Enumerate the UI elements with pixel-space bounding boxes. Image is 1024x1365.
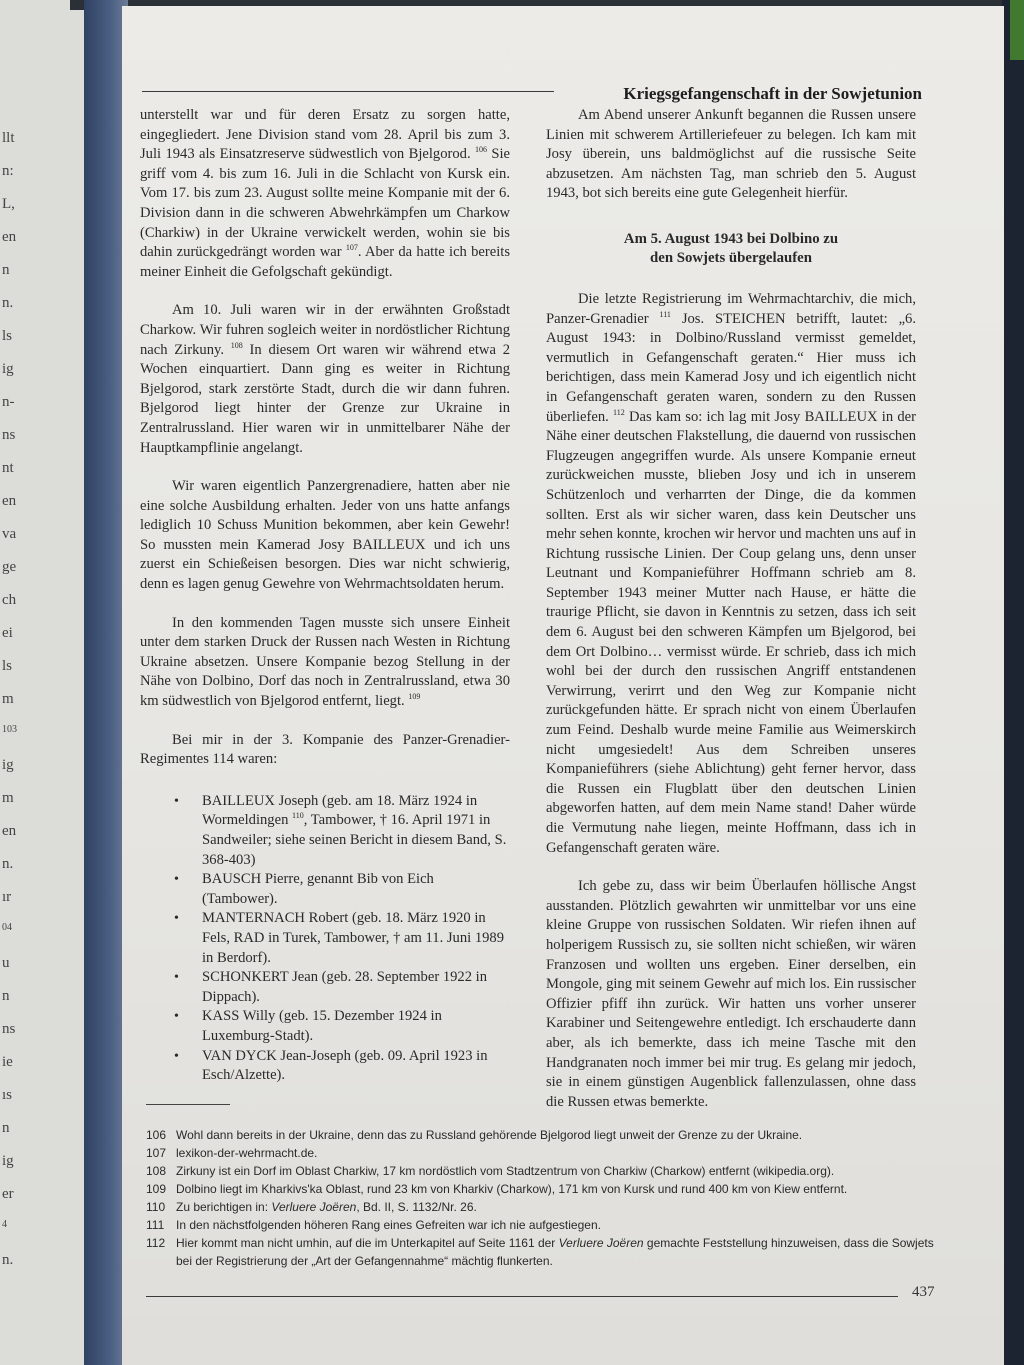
- footnote-rule: [146, 1104, 230, 1105]
- footnote-number: 108: [146, 1164, 167, 1178]
- adjacent-page-fragment: n-: [2, 394, 15, 410]
- bullet-icon: •: [174, 911, 179, 927]
- footnote-number: 109: [146, 1182, 167, 1196]
- footnote-number: 106: [146, 1128, 167, 1142]
- bullet-icon: •: [174, 970, 179, 986]
- adjacent-page-fragment: n:: [2, 163, 14, 179]
- footnote-ref: 107: [345, 243, 358, 253]
- list-item: [140, 792, 510, 870]
- footnote-ref: 109: [408, 692, 421, 702]
- left-column: [140, 106, 510, 1086]
- bullet-icon: •: [174, 1048, 179, 1064]
- footnote-ref: 108: [230, 340, 243, 350]
- adjacent-page-fragment: er: [2, 1186, 14, 1202]
- green-tab: [1010, 0, 1024, 60]
- adjacent-page-fragment: ns: [2, 427, 16, 443]
- adjacent-page-fragment: ei: [2, 625, 13, 641]
- list-item: [140, 870, 510, 909]
- adjacent-page-fragment: u: [2, 955, 10, 971]
- footnote-number: 111: [146, 1218, 165, 1232]
- bullet-icon: •: [174, 872, 179, 888]
- adjacent-page-fragment: L,: [2, 196, 15, 212]
- adjacent-page-fragment: n.: [2, 1252, 14, 1268]
- footnote-number: 110: [146, 1200, 166, 1214]
- list-item-text: BAILLEUX Joseph (geb. am 18. März 1924 in Wormeldingen $^{110}$, Tambower, † 16. April 1971 in Sandweiler; siehe seinen Bericht in diesem Band, S. 368-403): [202, 792, 507, 868]
- footnote-ref: 111: [659, 309, 671, 319]
- bottom-rule: [146, 1296, 898, 1297]
- list-item-text: VAN DYCK Jean-Joseph (geb. 09. April 1923 in Esch/Alzette).: [202, 1047, 488, 1084]
- adjacent-page-fragment: 04: [2, 922, 12, 933]
- adjacent-page-fragment: n: [2, 262, 10, 278]
- adjacent-page-fragment: ıs: [2, 1087, 13, 1103]
- footnote-text: Hier kommt man nicht umhin, auf die im Unterkapitel auf Seite 1161 der Verluere Joëren gemachte Feststellung hinzuweisen, dass die Sowjets bei der Registrierung der „Art der Gefangennahme“ mächtig flunkerten.: [176, 1236, 934, 1268]
- soldier-list: [140, 792, 510, 1086]
- adjacent-page-fragment: llt: [2, 130, 15, 146]
- footnote: [146, 1180, 946, 1198]
- adjacent-page-fragment: 4: [2, 1219, 7, 1230]
- adjacent-page-fragment: m: [2, 790, 14, 806]
- list-item-text: BAUSCH Pierre, genannt Bib von Eich (Tambower).: [202, 871, 434, 907]
- adjacent-page-fragment: nt: [2, 460, 14, 476]
- italic-title: Verluere Joëren: [271, 1200, 357, 1214]
- footnote: [146, 1234, 946, 1270]
- adjacent-page-fragment: en: [2, 823, 17, 839]
- left-paragraph-3: Wir waren eigentlich Panzergrenadiere, hatten aber nie eine solche Ausbildung erhalten. Jeder von uns hatte anfangs lediglich 10 Schuss Munition bekommen, aber kein Gewehr! So mussten mein Kamerad Josy BAILLEUX und ich uns zuerst ein Schießeisen besorgen. Dies war nicht schwierig, denn es lagen genug Gewehre von Wehrmachtsoldaten herum.: [140, 478, 510, 593]
- header-rule: [142, 91, 554, 92]
- right-edge: [1002, 0, 1024, 1365]
- footnote-text: Dolbino liegt im Kharkivs'ka Oblast, rund 23 km von Kharkiv (Charkow), 171 km von Kursk und rund 400 km von Kiew entfernt.: [176, 1182, 848, 1196]
- list-item-text: KASS Willy (geb. 15. Dezember 1924 in Luxemburg-Stadt).: [202, 1008, 442, 1044]
- left-paragraph-5: Bei mir in der 3. Kompanie des Panzer-Grenadier-Regimentes 114 waren:: [140, 731, 510, 768]
- left-paragraph-1: unterstellt war und für deren Ersatz zu sorgen hatte, eingegliedert. Jene Division stand vom 28. April bis zum 3. Juli 1943 als Einsatzreserve südwestlich von Bjelgorod. $^{106}$ Sie griff vom 4. bis zum 16. Juli in die Schlacht von Kursk ein. Vom 17. bis zum 23. August sollte meine Kompanie mit der 6. Division dann in die schweren Abwehrkämpfen um Charkow (Charkiw) in der Ukraine verwickelt werden, wohin sie bis dahin zurückgedrängt worden war $^{107}$. Aber da hatte ich bereits meiner Einheit die Gefolgschaft gekündigt.: [140, 107, 511, 280]
- footnote-text: Wohl dann bereits in der Ukraine, denn das zu Russland gehörende Bjelgorod liegt unweit der Grenze zu der Ukraine.: [176, 1128, 803, 1142]
- footnote: [146, 1162, 946, 1180]
- adjacent-page-fragment: n.: [2, 856, 14, 872]
- list-item: [140, 968, 510, 1007]
- adjacent-page-fragment: ls: [2, 658, 13, 674]
- adjacent-page-fragment: en: [2, 493, 17, 509]
- left-paragraph-4: In den kommenden Tagen musste sich unsere Einheit unter dem starken Druck der Russen nach Westen in Richtung Ukraine absetzen. Unsere Kompanie bezog Stellung in der Nähe von Dolbino, Dorf das noch in Zentralrussland, etwa 30 km südwestlich von Bjelgorod entfernt, liegt. $^{109}$: [140, 614, 510, 710]
- right-paragraph-2: Ich gebe zu, dass wir beim Überlaufen höllische Angst ausstanden. Plötzlich gewahrten wir unmittelbar vor uns eine kleine Gruppe von russischen Soldaten. Wir riefen ihnen auf holperigem Russisch zu, sie sollten nicht schießen, wir wären Franzosen und wollten uns ergeben. Einer derselben, ein Mongole, ging mit seinem Gewehr auf mich los. Ein russischer Offizier pfiff ihn zurück. Wir hatten uns vorher unserer Karabiner und Seitengewehre entledigt. Ich erschauderte dann aber, als ich bemerkte, dass ich meine Tasche mit den Handgranaten noch immer bei mir trug. Es gelang mir jedoch, sie in einem günstigen Augenblick fallenzulassen, ohne dass die Russen etwas bemerkte.: [546, 878, 916, 1110]
- list-item-text: SCHONKERT Jean (geb. 28. September 1922 in Dippach).: [202, 969, 488, 1005]
- adjacent-page-fragment: ge: [2, 559, 17, 575]
- footnote-text: Zirkuny ist ein Dorf im Oblast Charkiw, 17 km nordöstlich vom Stadtzentrum von Charkiw (Charkow) entfernt (wikipedia.org).: [176, 1164, 835, 1178]
- right-intro-paragraph: Am Abend unserer Ankunft begannen die Russen unsere Linien mit schwerem Artilleriefeuer zu belegen. Ich kam mit Josy überein, uns baldmöglichst auf die russische Seite abzusetzen. Am nächsten Tag, man schrieb den 5. August 1943, bot sich bereits eine gute Gelegenheit hierfür.: [546, 107, 916, 202]
- book-page: [122, 6, 1004, 1365]
- subheading-line-1: Am 5. August 1943 bei Dolbino zu: [623, 230, 839, 247]
- left-paragraph-2: Am 10. Juli waren wir in der erwähnten Großstadt Charkow. Wir fuhren sogleich weiter in nordöstlicher Richtung nach Zirkuny. $^{108}$ In diesem Ort waren wir während etwa 2 Wochen einquartiert. Dann ging es weiter in Richtung Bjelgorod, stark zerstörte Stadt, durch die wir dann fuhren. Bjelgorod liegt hinter der Grenze zur Ukraine in Zentralrussland. Hier waren wir in unmittelbarer Nähe der Hauptkampflinie angelangt.: [140, 302, 510, 456]
- footnote-text: lexikon-der-wehrmacht.de.: [176, 1146, 318, 1160]
- bullet-icon: •: [174, 793, 179, 809]
- footnote-number: 107: [146, 1146, 167, 1160]
- footnote-text: Zu berichtigen in: Verluere Joëren, Bd. II, S. 1132/Nr. 26.: [176, 1200, 477, 1214]
- footnote: [146, 1144, 946, 1162]
- footnote-ref: 106: [474, 145, 487, 155]
- adjacent-page-fragment: ns: [2, 1021, 16, 1037]
- adjacent-page-fragment: ls: [2, 328, 13, 344]
- subheading-line-2: den Sowjets übergelaufen: [650, 249, 812, 266]
- italic-title: Verluere Joëren: [558, 1236, 644, 1250]
- section-subheading: [546, 230, 916, 268]
- list-item: [140, 1047, 510, 1086]
- footnote-number: 112: [146, 1236, 166, 1250]
- right-paragraph-1: Die letzte Registrierung im Wehrmachtarchiv, die mich, Panzer-Grenadier $^{111}$ Jos. STEICHEN betrifft, lautet: „6. August 1943: in Dolbino/Russland vermisst gemeldet, vermutlich in Gefangenschaft geraten.“ Hier muss ich berichtigen, dass mein Kamerad Josy und ich eigentlich nicht in Gefangenschaft geraten waren, sondern zu den Russen überliefen. $^{112}$ Das kam so: ich lag mit Josy BAILLEUX in der Nähe einer deutschen Flakstellung, die dauernd von russischen Flugzeugen angegriffen wurde. Als unsere Kompanie erneut zurückweichen musste, blieben Josy und ich in unserem Schützenloch und verharrten der Dinge, die da kommen sollten. Erst als wir sicher waren, dass kein Deutscher uns mehr sehen konnte, krochen wir hervor und machten uns auf in Richtung russische Linien. Der Coup gelang uns, denn unser Leutnant und Kompanieführer Hoffmann schrieb am 8. September 1943 meiner Mutter nach Hause, er hätte die traurige Pflicht, sie davon in Kenntnis zu setzen, dass ich seit dem 6. August bei den schweren Kämpfen um Bjelgorod, bei dem Ort Dolbino… vermisst würde. Er schrieb, dass ich mich wohl bei der durch den russischen Angriff entstandenen Verwirrung, verirrt und den Weg zur Kompanie nicht zurückgefunden hätte. Er sprach nicht von einem Überlaufen zum Feind. Deshalb wurde meine Familie aus Weimerskirch nicht umgesiedelt! Aus dem Schreiben unseres Kompanieführers (siehe Ablichtung) geht ferner hervor, dass die Russen ein Flugblatt über den deutschen Linien abgeworfen hatten, auf dem mein Name stand! Daher würde die Vermutung nahe liegen, meinte Hoffmann, dass ich in Gefangenschaft geraten wäre.: [546, 290, 917, 856]
- adjacent-page-fragment: en: [2, 229, 17, 245]
- footnote-ref: 110: [292, 811, 304, 821]
- adjacent-page-fragment: ig: [2, 1153, 14, 1169]
- adjacent-page-fragment: ie: [2, 1054, 13, 1070]
- footnotes: [146, 1126, 946, 1270]
- list-item-text: MANTERNACH Robert (geb. 18. März 1920 in Fels, RAD in Turek, Tambower, † am 11. Juni 1989 in Berdorf).: [202, 910, 505, 966]
- adjacent-page-fragment: ig: [2, 361, 14, 377]
- bullet-icon: •: [174, 1009, 179, 1025]
- adjacent-page-fragment: n: [2, 988, 10, 1004]
- footnote: [146, 1126, 946, 1144]
- adjacent-page-fragment: n.: [2, 295, 14, 311]
- adjacent-page-fragment: ig: [2, 757, 14, 773]
- footnote: [146, 1198, 946, 1216]
- footnote-text: In den nächstfolgenden höheren Rang eines Gefreiten war ich nie aufgestiegen.: [176, 1218, 601, 1232]
- footnote: [146, 1216, 946, 1234]
- list-item: [140, 909, 510, 968]
- adjacent-page-fragment: 103: [2, 724, 17, 735]
- adjacent-page-fragment: m: [2, 691, 14, 707]
- list-item: [140, 1007, 510, 1046]
- adjacent-page-fragment: n: [2, 1120, 10, 1136]
- adjacent-page-fragment: ch: [2, 592, 17, 608]
- adjacent-page-fragment: ır: [2, 889, 12, 905]
- adjacent-page-fragment: va: [2, 526, 17, 542]
- page-number: 437: [912, 1284, 935, 1300]
- right-column: [546, 106, 916, 1112]
- footnote-ref: 112: [613, 407, 625, 417]
- running-title: Kriegsgefangenschaft in der Sowjetunion: [623, 84, 922, 103]
